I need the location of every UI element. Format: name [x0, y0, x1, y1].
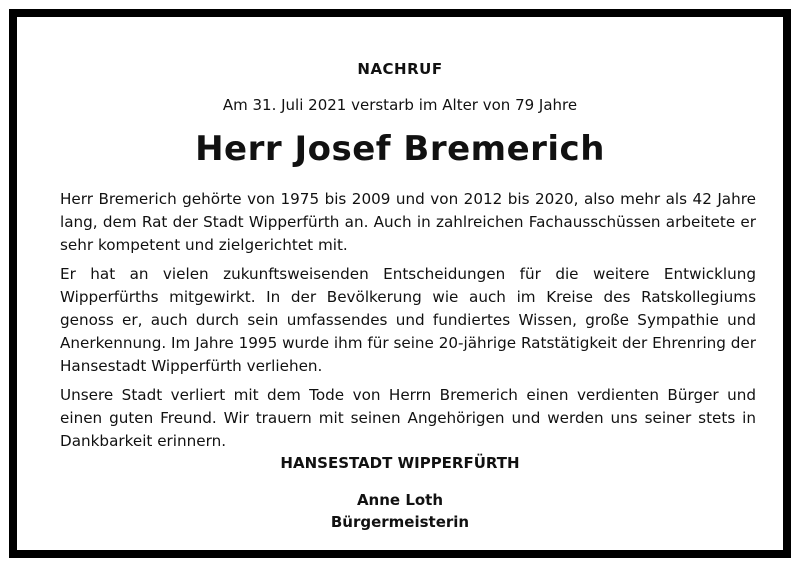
obituary-frame: [9, 9, 791, 558]
signer-title: Bürgermeisterin: [330, 513, 470, 531]
signer-name: Anne Loth: [356, 491, 444, 509]
organization-name: HANSESTADT WIPPERFÜRTH: [280, 454, 520, 472]
deceased-name: Herr Josef Bremerich: [195, 129, 605, 169]
body-paragraph: Unsere Stadt verliert mit dem Tode von Herrn Bremerich einen verdienten Bürger und einen guten Freund. Wir trauern mit seinen Angehörigen und werden uns seiner stets in Dankbarkeit erinnern.: [60, 386, 756, 450]
body-paragraph: Er hat an vielen zukunftsweisenden Entscheidungen für die weitere Entwicklung Wipperfürths mitgewirkt. In der Bevölkerung wie auch im Kreise des Ratskollegiums genoss er, auch durch sein umfassendes und fundiertes Wissen, große Sympathie und Anerkennung. Im Jahre 1995 wurde ihm für seine 20-jährige Ratstätigkeit der Ehrenring der Hansestadt Wipperfürth verliehen.: [60, 265, 756, 375]
notice-subheading: Am 31. Juli 2021 verstarb im Alter von 79 Jahre: [222, 96, 578, 114]
signature-block: [17, 489, 783, 533]
notice-body: [60, 188, 756, 459]
body-paragraph: Herr Bremerich gehörte von 1975 bis 2009 und von 2012 bis 2020, also mehr als 42 Jahre lang, dem Rat der Stadt Wipperfürth an. Auch in zahlreichen Fachausschüssen arbeitete er sehr kompetent und zielgerichtet mit.: [60, 190, 756, 254]
notice-heading: NACHRUF: [357, 60, 443, 78]
